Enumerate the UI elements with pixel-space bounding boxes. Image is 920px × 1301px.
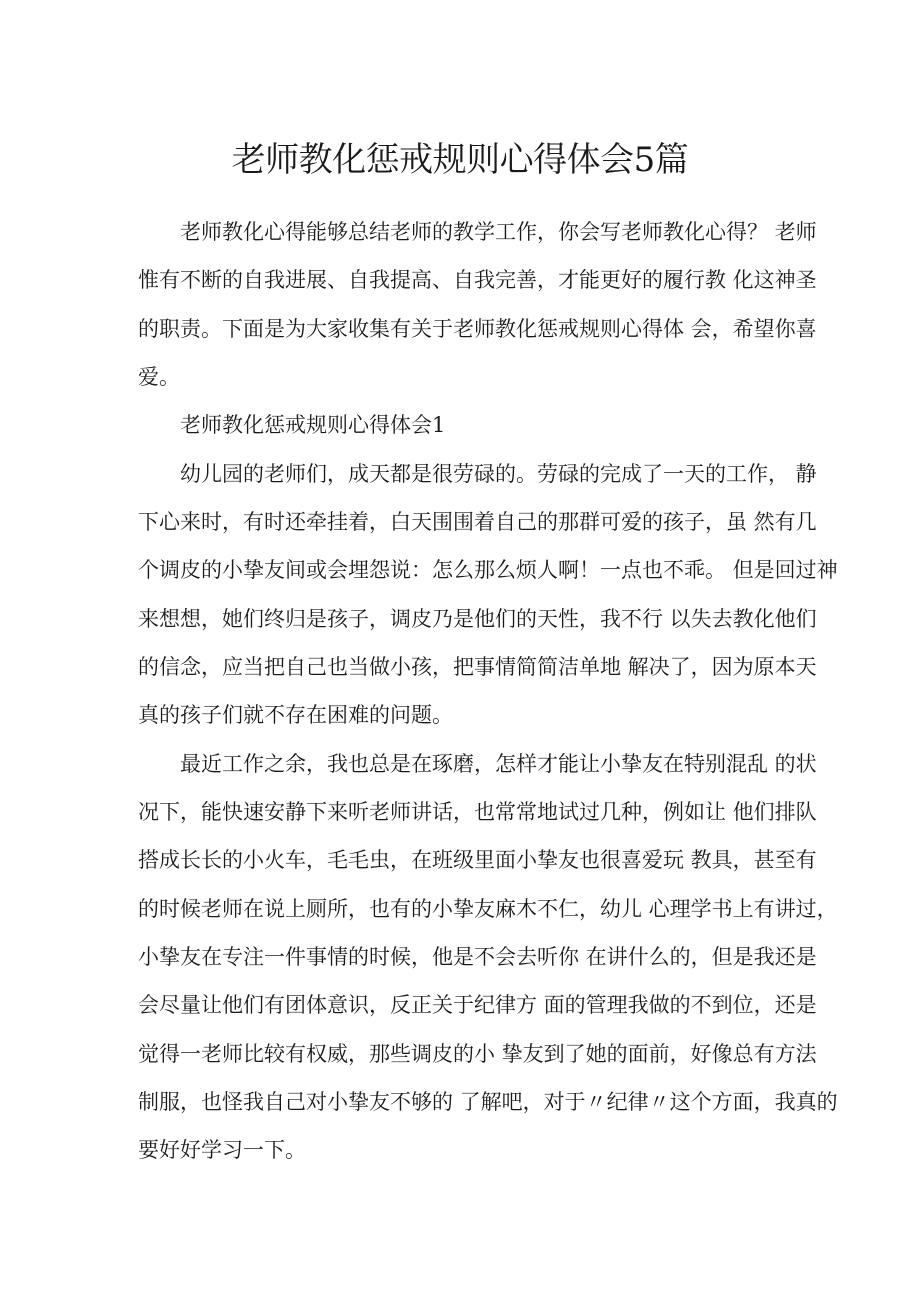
paragraph-line: 真的孩子们就不存在困难的问题。 bbox=[138, 703, 453, 727]
paragraph-line: 个调皮的小挚友间或会埋怨说：怎么那么烦人啊！一点也不乖。 但是回过神 bbox=[138, 558, 838, 582]
paragraph-line: 小挚友在专注一件事情的时候，他是不会去听你 在讲什么的，但是我还是 bbox=[138, 945, 817, 969]
paragraph-line: 最近工作之余，我也总是在琢磨，怎样才能让小挚友在特别混乱 的状 bbox=[180, 752, 817, 776]
paragraph-line: 觉得一老师比较有权威，那些调皮的小 挚友到了她的面前，好像总有方法 bbox=[138, 1042, 817, 1066]
paragraph-line: 的职责。下面是为大家收集有关于老师教化惩戒规则心得体 会，希望你喜 bbox=[138, 317, 817, 341]
paragraph-line: 来想想，她们终归是孩子，调皮乃是他们的天性，我不行 以失去教化他们 bbox=[138, 607, 817, 631]
paragraph-line: 况下，能快速安静下来听老师讲话，也常常地试过几种，例如让 他们排队 bbox=[138, 800, 817, 824]
paragraph-line: 爱。 bbox=[138, 365, 180, 389]
paragraph-line: 幼儿园的老师们，成天都是很劳碌的。劳碌的完成了一天的工作， 静 bbox=[180, 462, 817, 486]
section-heading: 老师教化惩戒规则心得体会1 bbox=[180, 413, 446, 437]
paragraph-line: 要好好学习一下。 bbox=[138, 1138, 306, 1162]
document-title: 老师教化惩戒规则心得体会5篇 bbox=[231, 140, 689, 180]
paragraph-line: 搭成长长的小火车，毛毛虫，在班级里面小挚友也很喜爱玩 教具，甚至有 bbox=[138, 848, 817, 872]
paragraph-line: 制服，也怪我自己对小挚友不够的 了解吧，对于〃纪律〃这个方面，我真的 bbox=[138, 1090, 838, 1114]
paragraph-line: 下心来时，有时还牵挂着，白天围围着自己的那群可爱的孩子，虽 然有几 bbox=[138, 510, 817, 534]
paragraph-line: 的时候老师在说上厕所，也有的小挚友麻木不仁，幼儿 心理学书上有讲过， bbox=[138, 897, 838, 921]
paragraph-line: 老师教化心得能够总结老师的教学工作，你会写老师教化心得？ 老师 bbox=[180, 220, 817, 244]
paragraph-line: 惟有不断的自我进展、自我提高、自我完善，才能更好的履行教 化这神圣 bbox=[138, 268, 817, 292]
paragraph-line: 会尽量让他们有团体意识，反正关于纪律方 面的管理我做的不到位，还是 bbox=[138, 993, 817, 1017]
paragraph-line: 的信念，应当把自己也当做小孩，把事情简简洁单地 解决了，因为原本天 bbox=[138, 655, 817, 679]
